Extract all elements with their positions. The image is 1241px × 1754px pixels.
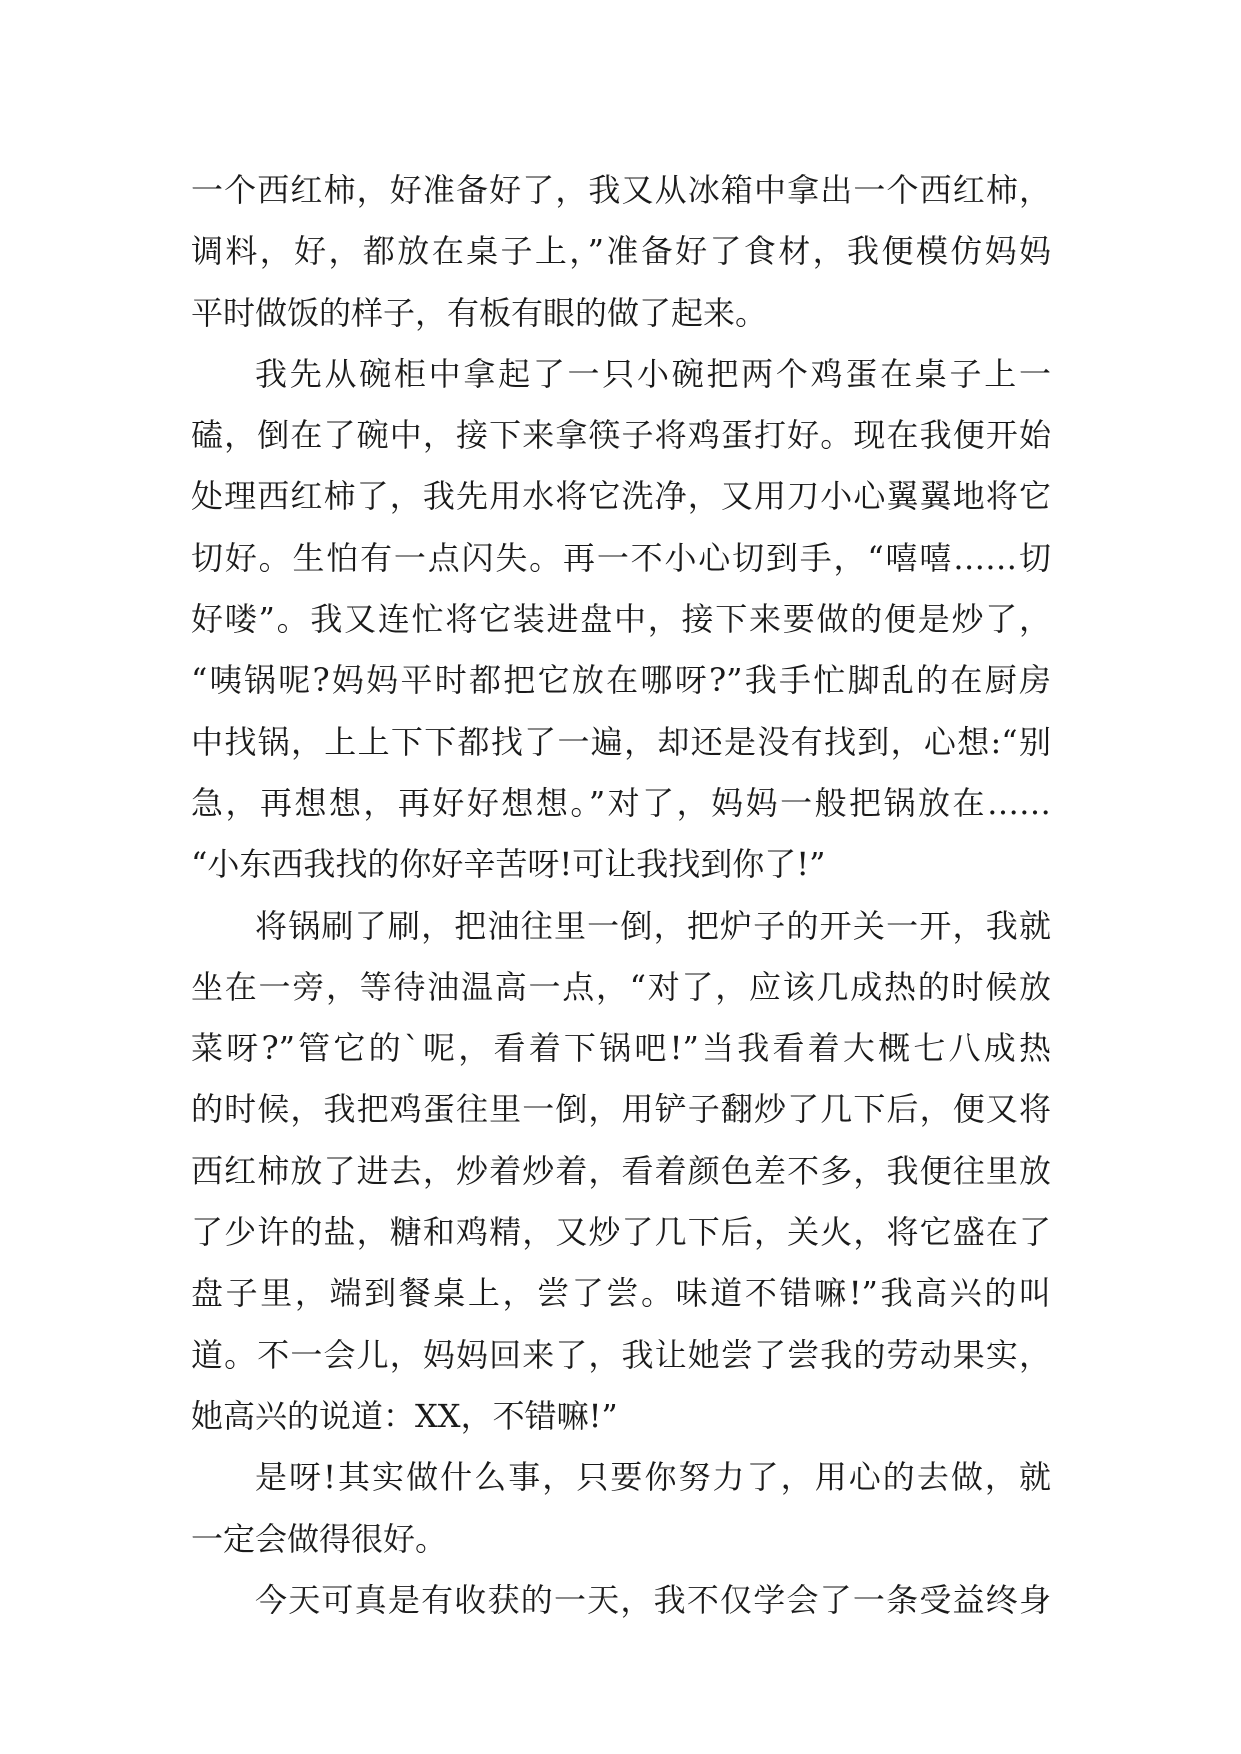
text-line: 急，再想想，再好好想想。”对了，妈妈一般把锅放在…… <box>191 783 1051 822</box>
text-line: 坐在一旁，等待油温高一点，“对了，应该几成热的时候放 <box>191 967 1051 1006</box>
text-line: 平时做饭的样子，有板有眼的做了起来。 <box>191 293 768 332</box>
text-line: 将锅刷了刷，把油往里一倒，把炉子的开关一开，我就 <box>255 906 1051 945</box>
text-line: 西红柿放了进去，炒着炒着，看着颜色差不多，我便往里放 <box>191 1151 1051 1190</box>
text-line: 道。不一会儿，妈妈回来了，我让她尝了尝我的劳动果实， <box>191 1335 1051 1374</box>
text-line: 的时候，我把鸡蛋往里一倒，用铲子翻炒了几下后，便又将 <box>191 1090 1051 1129</box>
text-line: 切好。生怕有一点闪失。再一不小心切到手，“嘻嘻……切 <box>191 538 1051 577</box>
text-line: 磕，倒在了碗中，接下来拿筷子将鸡蛋打好。现在我便开始 <box>191 416 1051 455</box>
text-line: “小东西我找的你好辛苦呀!可让我找到你了!” <box>191 845 826 884</box>
text-line: 是呀!其实做什么事，只要你努力了，用心的去做，就 <box>255 1458 1051 1497</box>
text-line: 处理西红柿了，我先用水将它洗净，又用刀小心翼翼地将它 <box>191 477 1051 516</box>
text-line: 菜呀?”管它的`呢，看着下锅吧!”当我看着大概七八成热 <box>191 1029 1051 1068</box>
text-line: 盘子里，端到餐桌上，尝了尝。味道不错嘛!”我高兴的叫 <box>191 1274 1051 1313</box>
text-line: 她高兴的说道：XX，不错嘛!” <box>191 1396 618 1435</box>
text-line: 调料，好，都放在桌子上，”准备好了食材，我便模仿妈妈 <box>191 232 1051 271</box>
text-line: 中找锅，上上下下都找了一遍，却还是没有找到，心想:“别 <box>191 722 1051 761</box>
text-line: 好喽”。我又连忙将它装进盘中，接下来要做的便是炒了， <box>191 600 1051 639</box>
text-line: 我先从碗柜中拿起了一只小碗把两个鸡蛋在桌子上一 <box>255 354 1051 393</box>
text-line: 一个西红柿，好准备好了，我又从冰箱中拿出一个西红柿， <box>191 171 1051 209</box>
text-line: 了少许的盐，糖和鸡精，又炒了几下后，关火，将它盛在了 <box>191 1213 1051 1252</box>
text-line: 今天可真是有收获的一天，我不仅学会了一条受益终身 <box>255 1580 1051 1619</box>
body-text <box>191 160 1051 1631</box>
text-line: 一定会做得很好。 <box>191 1519 448 1558</box>
text-line: “咦锅呢?妈妈平时都把它放在哪呀?”我手忙脚乱的在厨房 <box>191 661 1051 700</box>
